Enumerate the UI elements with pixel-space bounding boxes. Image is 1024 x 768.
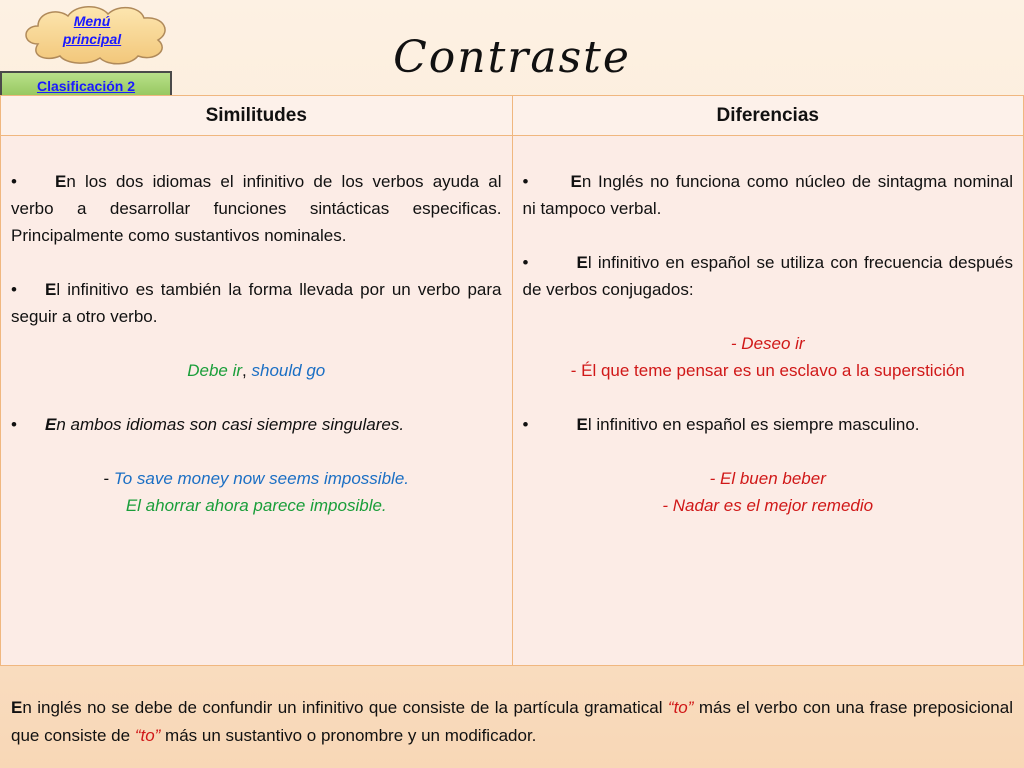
footer-note: En inglés no se debe de confundir un infinitivo que consiste de la partícula gramatical “to” más el verbo con una frase preposicional que consiste de “to” más un sustantivo o pronombre y un modificador. xyxy=(11,698,1013,745)
main-menu-line1[interactable]: Menú xyxy=(73,13,111,29)
difference-example-2: - Él que teme pensar es un esclavo a la superstición xyxy=(570,361,965,380)
page-title: Contraste xyxy=(393,32,631,83)
contrast-table xyxy=(0,95,1024,666)
similarities-cell xyxy=(1,136,513,666)
similarity-point-2: • El infinitivo es también la forma llevada por un verbo para seguir a otro verbo. xyxy=(11,280,502,326)
header-similarities: Similitudes xyxy=(1,96,513,136)
similarity-example-1: Debe ir, should go xyxy=(187,361,326,380)
similarity-point-3: • En ambos idiomas son casi siempre singulares. xyxy=(11,415,405,434)
similarity-point-1: • En los dos idiomas el infinitivo de los verbos ayuda al verbo a desarrollar funciones sintácticas especificas. Principalmente como sustantivos nominales. xyxy=(11,172,502,245)
differences-cell xyxy=(512,136,1024,666)
similarity-example-2-es: El ahorrar ahora parece imposible. xyxy=(125,496,387,515)
difference-point-2: • El infinitivo en español se utiliza con frecuencia después de verbos conjugados: xyxy=(522,253,1013,299)
similarity-example-2-en: - To save money now seems impossible. xyxy=(103,469,409,488)
difference-point-1: • En Inglés no funciona como núcleo de sintagma nominal ni tampoco verbal. xyxy=(522,172,1013,218)
classification-2-link[interactable]: Clasificación 2 xyxy=(36,78,136,94)
difference-example-1: - Deseo ir xyxy=(730,334,805,353)
difference-example-3: - El buen beber xyxy=(709,469,826,488)
header-differences: Diferencias xyxy=(512,96,1024,136)
difference-example-4: - Nadar es el mejor remedio xyxy=(662,496,874,515)
main-menu-line2[interactable]: principal xyxy=(62,31,122,47)
difference-point-3: • El infinitivo en español es siempre masculino. xyxy=(522,415,920,434)
